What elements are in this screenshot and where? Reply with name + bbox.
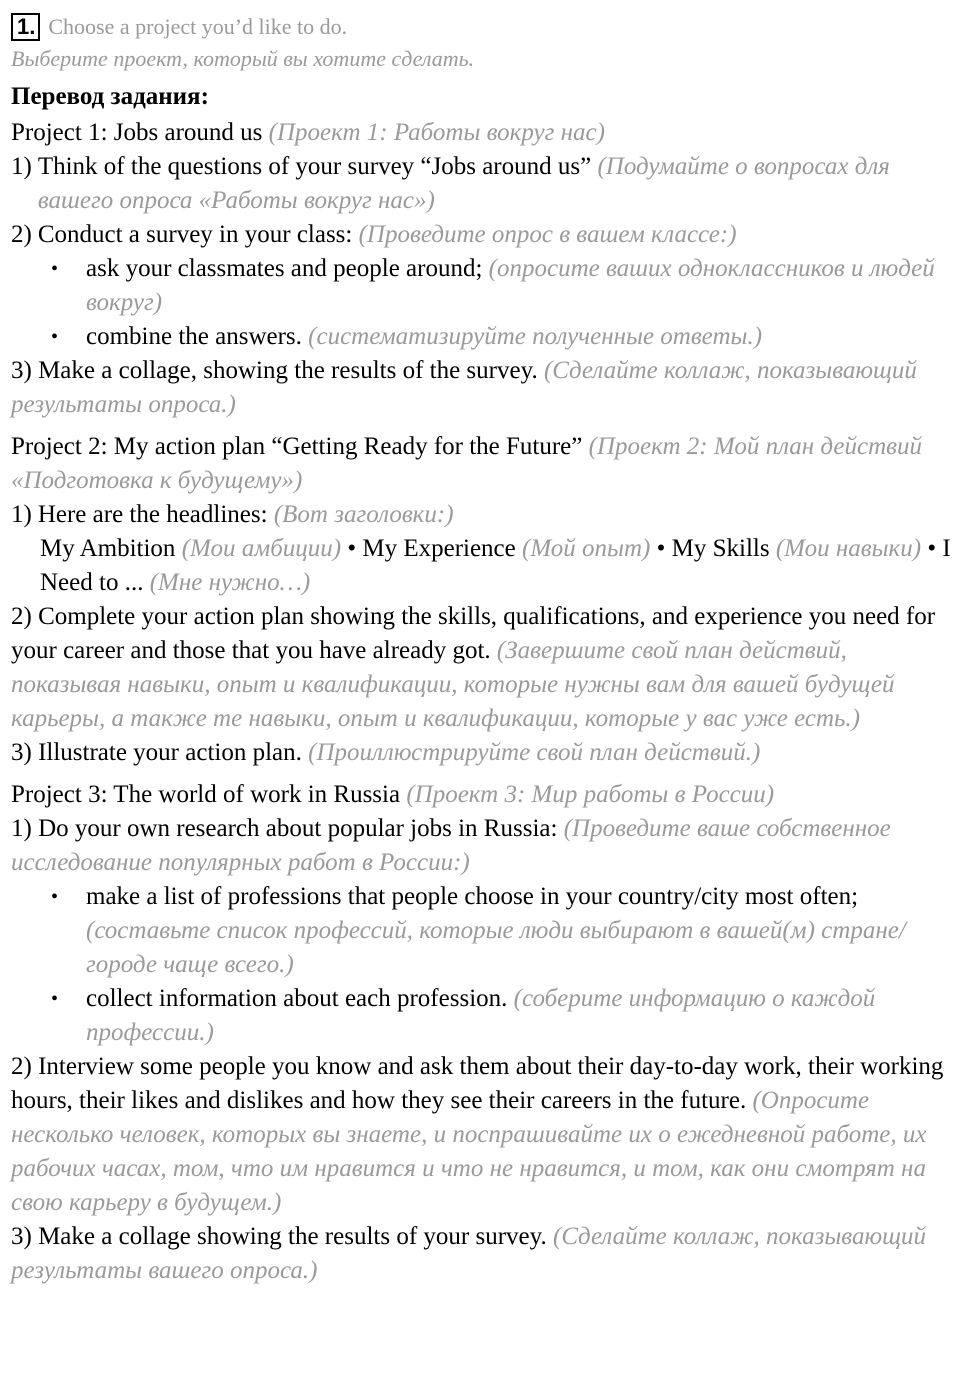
headline-en: • My Skills <box>656 535 770 562</box>
headline-ru: (Мне нужно…) <box>149 569 311 596</box>
project-3-title-ru: (Проект 3: Мир работы в России) <box>406 781 775 808</box>
bullet-icon: • <box>51 886 59 908</box>
bullet-text-en: ask your classmates and people around; <box>86 255 483 282</box>
item-number: 3) <box>11 357 32 384</box>
bullet-text-ru: (систематизируйте полученные ответы.) <box>308 323 763 350</box>
project-2-item-2 <box>11 600 951 736</box>
item-text-en: Make a collage showing the results of your survey. <box>38 1223 547 1250</box>
bullet-icon: • <box>51 988 59 1010</box>
item-number: 3) <box>11 739 32 766</box>
project-1-title-ru: (Проект 1: Работы вокруг нас) <box>268 119 605 146</box>
item-text-en: Here are the headlines: <box>37 501 268 528</box>
project-1-title-en: Project 1: Jobs around us <box>11 119 263 146</box>
bullet-text-ru: (опросите ваших одноклассников и людей вокруг) <box>86 255 935 316</box>
project-2-item-3 <box>11 736 951 770</box>
item-text-en: Do your own research about popular jobs in Russia: <box>38 815 558 842</box>
headline-ru: (Мои навыки) <box>775 535 922 562</box>
item-number: 1) <box>11 815 32 842</box>
project-3-item-2 <box>11 1050 951 1220</box>
bullet-text-en: collect information about each profession. <box>86 985 508 1012</box>
item-text-ru: (Проиллюстрируйте свой план действий.) <box>308 739 761 766</box>
project-1-item-1 <box>11 150 951 218</box>
headline-en: • My Experience <box>347 535 516 562</box>
project-1-item-2 <box>11 218 951 252</box>
bullet-icon: • <box>51 326 59 348</box>
project-3-bullet-2 <box>11 982 951 1050</box>
item-text-ru: (Проведите опрос в вашем классе:) <box>358 221 737 248</box>
project-2-title-ru: (Проект 2: Мой план действий «Подготовка к будущему») <box>11 433 922 494</box>
bullet-text-ru: (соберите информацию о каждой профессии.) <box>86 985 876 1046</box>
item-text-ru: (Завершите свой план действий, показывая навыки, опыт и квалификации, которые нужны вам для вашей будущей карьеры, а также те навыки, опыт и квалификации, которые у вас уже есть.) <box>11 637 895 732</box>
project-3-item-1 <box>11 812 951 880</box>
task-prompt-ru: Выберите проект, который вы хотите сделать. <box>11 46 475 71</box>
item-text-ru: (Сделайте коллаж, показывающий результаты вашего опроса.) <box>11 1223 926 1284</box>
headline-ru: (Мой опыт) <box>522 535 651 562</box>
item-text-ru: (Проведите ваше собственное исследование популярных работ в России:) <box>11 815 891 876</box>
item-text-ru: (Опросите несколько человек, которых вы знаете, и поспрашивайте их о ежедневной работе, их рабочих часах, том, что им нравится и что не нравится, и том, как они смотрят на свою карьеру в будущем.) <box>11 1087 927 1216</box>
task-prompt-en: Choose a project you’d like to do. <box>48 14 348 39</box>
item-text-ru: (Подумайте о вопросах для вашего опроса «Работы вокруг нас») <box>37 153 890 214</box>
item-text-ru: (Вот заголовки:) <box>273 501 454 528</box>
headline-en: My Ambition <box>40 535 176 562</box>
bullet-icon: • <box>51 258 59 280</box>
bullet-text-ru: (составьте список профессий, которые люди выбирают в вашей(м) стране/городе чаще всего.) <box>86 917 906 978</box>
translation-heading: Перевод задания: <box>11 83 209 110</box>
item-number: 1) <box>11 501 32 528</box>
project-1-item-3 <box>11 354 951 422</box>
project-2-headlines <box>11 532 951 600</box>
project-3-bullet-1 <box>11 880 951 982</box>
project-2-item-1 <box>11 498 951 532</box>
item-number: 2) <box>11 1053 32 1080</box>
project-3 <box>11 778 951 1288</box>
item-text-en: Think of the questions of your survey “Jobs around us” <box>37 153 592 180</box>
item-number: 2) <box>11 603 32 630</box>
item-text-ru: (Сделайте коллаж, показывающий результаты опроса.) <box>11 357 917 418</box>
project-3-title-en: Project 3: The world of work in Russia <box>11 781 401 808</box>
task-header <box>11 10 951 44</box>
headline-ru: (Мои амбиции) <box>181 535 342 562</box>
task-number-box: 1. <box>11 13 40 41</box>
project-2-title-en: Project 2: My action plan “Getting Ready for the Future” <box>11 433 583 460</box>
item-text-en: Complete your action plan showing the skills, qualifications, and experience you need for your career and those that you have already got. <box>11 603 936 664</box>
item-number: 1) <box>11 153 32 180</box>
exercise-page <box>11 10 951 1288</box>
project-1-title <box>11 116 951 150</box>
project-2-title <box>11 430 951 498</box>
item-text-en: Conduct a survey in your class: <box>37 221 353 248</box>
project-1 <box>11 116 951 422</box>
project-3-title <box>11 778 951 812</box>
item-text-en: Make a collage, showing the results of the survey. <box>38 357 538 384</box>
project-2 <box>11 430 951 770</box>
bullet-text-en: combine the answers. <box>86 323 302 350</box>
bullet-text-en: make a list of professions that people choose in your country/city most often; <box>86 883 859 910</box>
item-text-en: Illustrate your action plan. <box>38 739 302 766</box>
item-text-en: Interview some people you know and ask them about their day-to-day work, their working hours, their likes and dislikes and how they see their careers in the future. <box>11 1053 944 1114</box>
headline-en: • I Need to ... <box>40 535 951 596</box>
project-1-bullet-2 <box>11 320 951 354</box>
project-1-bullet-1 <box>11 252 951 320</box>
item-number: 2) <box>11 221 32 248</box>
item-number: 3) <box>11 1223 32 1250</box>
project-3-item-3 <box>11 1220 951 1288</box>
